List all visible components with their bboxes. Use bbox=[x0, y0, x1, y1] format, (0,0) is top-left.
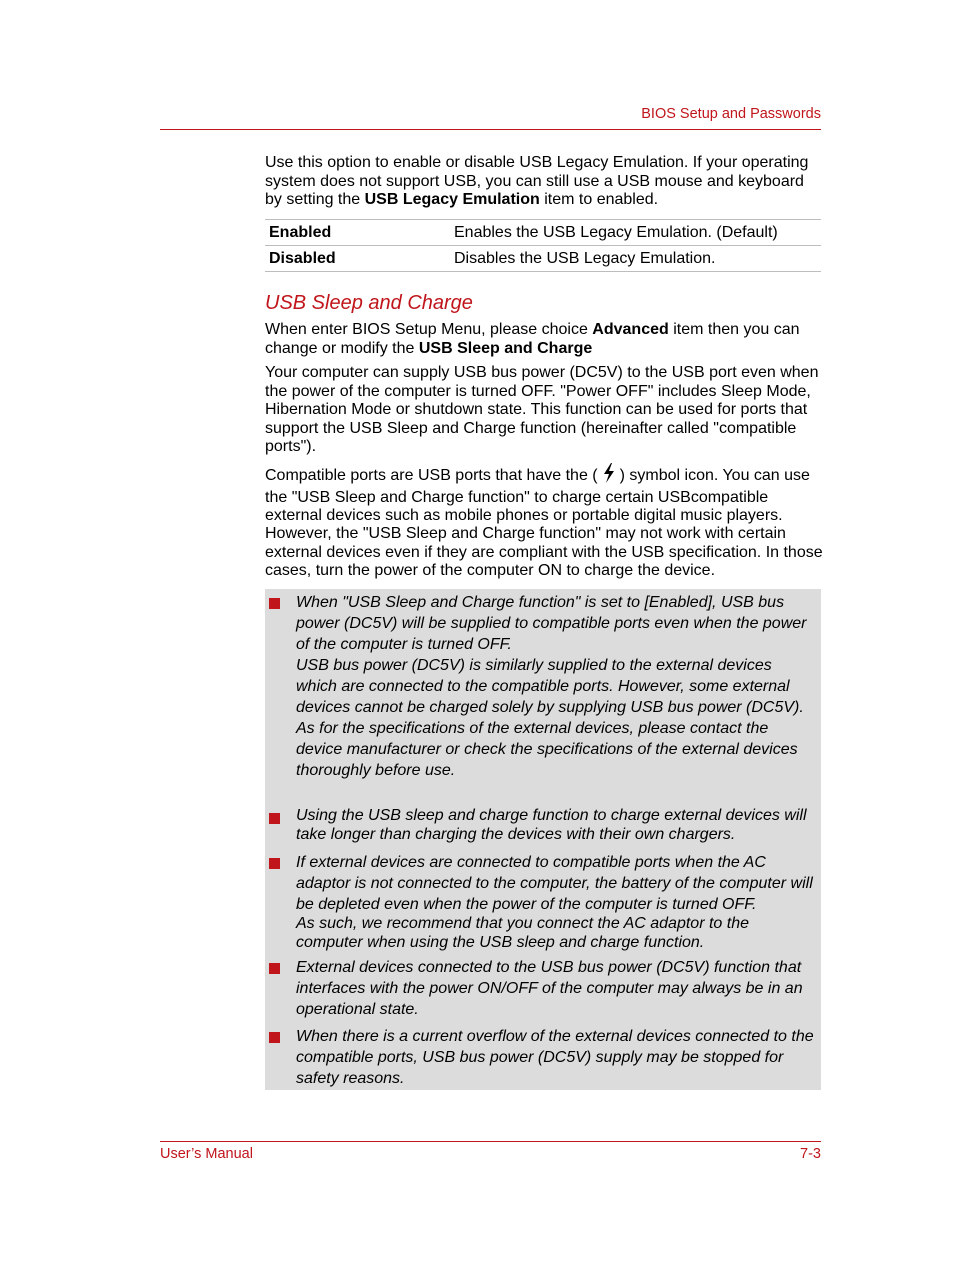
p1-bold-advanced: Advanced bbox=[592, 321, 669, 338]
note-text bbox=[296, 852, 816, 952]
note-text bbox=[296, 592, 816, 781]
p1-bold-usb-sleep: USB Sleep and Charge bbox=[418, 339, 593, 357]
section-title: USB Sleep and Charge bbox=[265, 292, 473, 314]
section-paragraph-4: However, the "USB Sleep and Charge function" may not work with certain external devices even if they are compliant with the USB specification. In those cases, turn the power of the computer ON to charge the device. bbox=[265, 525, 823, 580]
option-description: Disables the USB Legacy Emulation. bbox=[450, 246, 821, 272]
note-box bbox=[265, 589, 821, 1090]
header-rule bbox=[160, 129, 821, 130]
page-number: 7-3 bbox=[800, 1146, 821, 1162]
option-description: Enables the USB Legacy Emulation. (Default) bbox=[450, 220, 821, 246]
note-line: If external devices are connected to compatible ports when the AC adaptor is not connected to the computer, the battery of the computer will be depleted even when the power of the computer is turned OFF. bbox=[296, 854, 813, 913]
section-paragraph-3 bbox=[265, 463, 825, 526]
footer-manual-label: User’s Manual bbox=[160, 1146, 253, 1162]
note-line: USB bus power (DC5V) is similarly supplied to the external devices which are connected to the compatible ports. However, some external devices cannot be charged solely by supplying USB bus power (DC5V). bbox=[296, 657, 804, 716]
option-name: Disabled bbox=[265, 246, 450, 272]
p3-text-before: Compatible ports are USB ports that have the ( bbox=[265, 467, 598, 485]
intro-text-end: item to enabled. bbox=[539, 191, 659, 209]
p3-text-after: ) symbol icon. You can use the "USB Sleep and Charge function" to charge certain USBcompatible external devices such as mobile phones or portable digital music players. bbox=[265, 467, 810, 525]
intro-text: Use this option to enable or disable USB Legacy Emulation. If your operating system does not support USB, you can still use a USB mouse and keyboard by setting the bbox=[265, 154, 809, 209]
bullet-square-icon bbox=[269, 813, 280, 824]
note-line: External devices connected to the USB bus power (DC5V) function that interfaces with the power ON/OFF of the computer may always be in an operational state. bbox=[296, 959, 803, 1018]
note-text bbox=[296, 1026, 816, 1089]
section-paragraph-2: Your computer can supply USB bus power (DC5V) to the USB port even when the power of the computer is turned OFF. "Power OFF" includes Sleep Mode, Hibernation Mode or shutdown state. This function can be used for ports that support the USB Sleep and Charge function (hereinafter called "compatible ports"). bbox=[265, 364, 819, 456]
page-header-title: BIOS Setup and Passwords bbox=[641, 106, 821, 122]
note-line: As such, we recommend that you connect the AC adaptor to the computer when using the USB sleep and charge function. bbox=[296, 915, 749, 951]
bullet-square-icon bbox=[269, 598, 280, 609]
p1-text-a: When enter BIOS Setup Menu, please choice bbox=[265, 321, 593, 338]
footer-rule bbox=[160, 1141, 821, 1142]
note-line: Using the USB sleep and charge function to charge external devices will take longer than charging the devices with their own chargers. bbox=[296, 807, 807, 843]
note-line: When there is a current overflow of the external devices connected to the compatible ports, USB bus power (DC5V) supply may be stopped for safety reasons. bbox=[296, 1028, 814, 1087]
lightning-bolt-icon bbox=[598, 463, 620, 489]
bullet-square-icon bbox=[269, 858, 280, 869]
note-text bbox=[296, 807, 816, 844]
intro-paragraph bbox=[265, 154, 825, 210]
p1-text-c: item then you can change or modify the bbox=[265, 321, 800, 357]
table-row bbox=[265, 220, 821, 246]
table-row bbox=[265, 246, 821, 272]
options-table bbox=[265, 219, 821, 272]
note-text bbox=[296, 957, 816, 1020]
bullet-square-icon bbox=[269, 963, 280, 974]
section-paragraph-1 bbox=[265, 321, 825, 358]
note-line: As for the specifications of the external devices, please contact the device manufacturer or check the specifications of the external devices thoroughly before use. bbox=[296, 720, 798, 779]
option-name: Enabled bbox=[265, 220, 450, 246]
intro-bold: USB Legacy Emulation bbox=[364, 191, 540, 209]
note-line: When "USB Sleep and Charge function" is set to [Enabled], USB bus power (DC5V) will be supplied to compatible ports even when the power of the computer is turned OFF. bbox=[296, 594, 807, 653]
bullet-square-icon bbox=[269, 1032, 280, 1043]
